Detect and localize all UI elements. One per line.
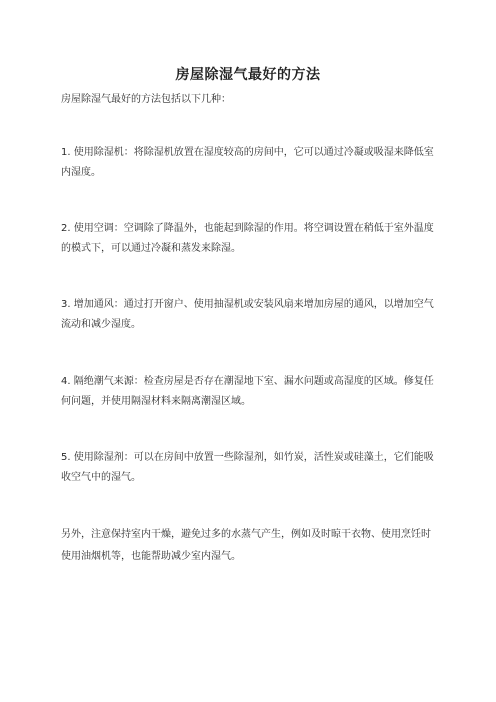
list-item-ventilation: 3. 增加通风：通过打开窗户、使用抽湿机或安装风扇来增加房屋的通风，以增加空气流动和减少湿度。 bbox=[61, 299, 434, 330]
closing-paragraph: 另外，注意保持室内干燥，避免过多的水蒸气产生，例如及时晾干衣物、使用烹饪时使用油烟机等，也能帮助减少室内湿气。 bbox=[61, 529, 431, 562]
intro-paragraph: 房屋除湿气最好的方法包括以下几种： bbox=[61, 94, 231, 105]
list-item-desiccant: 5. 使用除湿剂：可以在房间中放置一些除湿剂，如竹炭，活性炭或硅藻土，它们能吸收空气中的湿气。 bbox=[61, 452, 434, 483]
list-item-air-conditioner: 2. 使用空调：空调除了降温外，也能起到除湿的作用。将空调设置在稍低于室外温度的模式下，可以通过冷凝和蒸发来除湿。 bbox=[61, 223, 434, 254]
list-item-isolate-moisture: 4. 隔绝潮气来源：检查房屋是否存在潮湿地下室、漏水问题或高湿度的区域。修复任何问题，并使用隔湿材料来隔离潮湿区域。 bbox=[61, 376, 434, 407]
document-title: 房屋除湿气最好的方法 bbox=[175, 67, 321, 83]
list-item-dehumidifier: 1. 使用除湿机：将除湿机放置在湿度较高的房间中，它可以通过冷凝或吸湿来降低室内湿度。 bbox=[61, 147, 434, 178]
